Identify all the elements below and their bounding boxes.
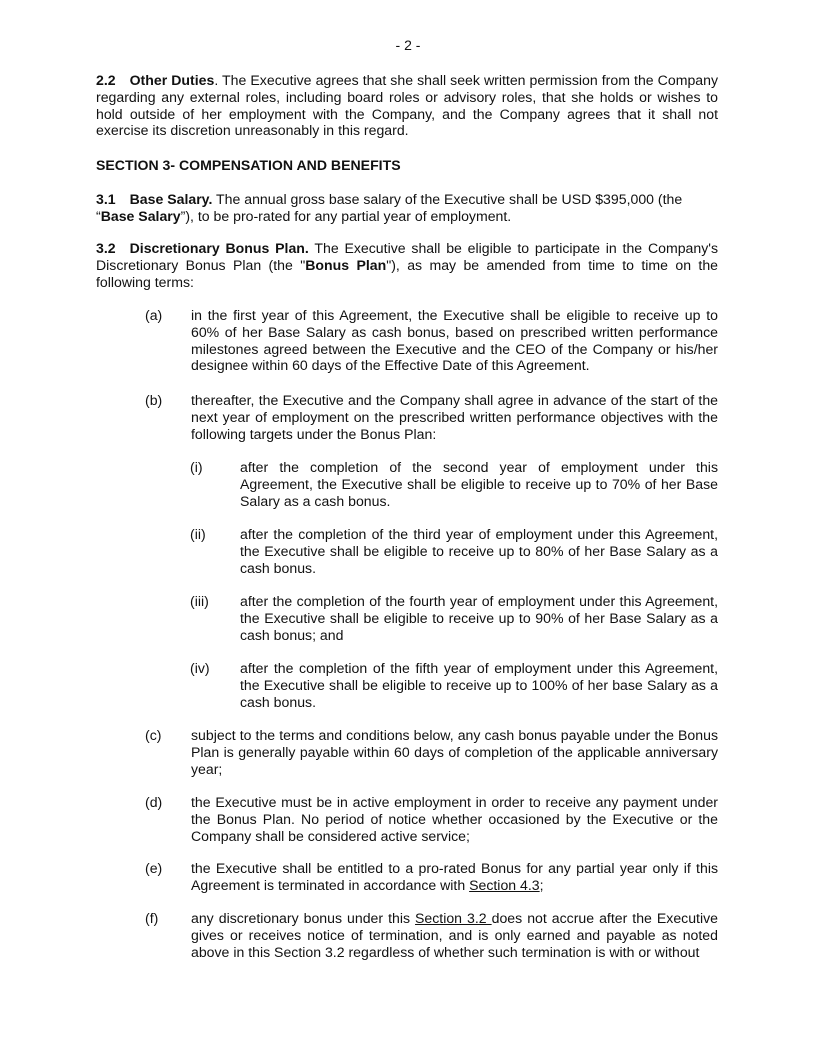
section-3-1-paragraph	[96, 191, 718, 225]
section-3-2-paragraph	[96, 240, 718, 290]
list-item-label: (f)	[145, 910, 159, 926]
section-text: ”), to be pro-rated for any partial year of employment.	[180, 207, 512, 224]
section-heading: Other Duties	[129, 72, 215, 88]
sub-item-label: (iii)	[190, 593, 209, 609]
sub-item-label: (ii)	[190, 526, 206, 542]
list-item-label: (b)	[145, 392, 163, 408]
page-number: - 2 -	[395, 37, 421, 53]
sub-item-text: after the completion of the third year of employment under this Agreement, the Executive shall be eligible to receive up to 80% of her Base Salary as a cash bonus.	[240, 526, 718, 576]
list-item-label: (c)	[145, 727, 162, 743]
sub-item-text: after the completion of the second year of employment under this Agreement, the Executive shall be eligible to receive up to 70% of her Base Salary as a cash bonus.	[240, 459, 718, 509]
sub-item-text: after the completion of the fourth year of employment under this Agreement, the Executive shall be eligible to receive up to 90% of her Base Salary as a cash bonus; and	[240, 593, 718, 643]
section-reference-link[interactable]: Section 4.3	[469, 876, 540, 893]
section-heading: Discretionary Bonus Plan.	[129, 240, 309, 256]
item-text-part: does not accrue after the Executive gives or receives notice of termination, and is only earned and payable as noted above in this Section 3.2 regardless of whether such termination is with or without	[191, 910, 718, 960]
section-text: "), as may be amended from time to time on the following terms:	[96, 256, 719, 290]
item-text-part: the Executive shall be entitled to a pro-rated Bonus for any partial year only if this Agreement is terminated in accordance with	[191, 860, 718, 893]
section-number: 2.2	[96, 72, 116, 88]
sub-item-text: after the completion of the fifth year of employment under this Agreement, the Executive shall be eligible to receive up to 100% of her base Salary as a cash bonus.	[240, 660, 718, 710]
list-item-text	[191, 860, 718, 894]
section-number: 3.2	[96, 240, 116, 256]
sub-item-label: (i)	[190, 459, 203, 475]
list-item-label: (d)	[145, 794, 163, 810]
item-text-part: ;	[539, 876, 544, 893]
item-text-part: any discretionary bonus under this	[191, 910, 416, 926]
sub-item-label: (iv)	[190, 660, 210, 676]
list-item-text	[191, 910, 718, 960]
section-text: . The Executive agrees that she shall seek written permission from the Company regarding any external roles, including board roles or advisory roles, that she holds or wishes to hold outside of her employment with the Company, and the Company agrees that it shall not exercise its discretion unreasonably in this regard.	[96, 72, 719, 139]
defined-term: Bonus Plan	[305, 256, 387, 273]
section-text: The Executive shall be eligible to participate in the Company's Discretionary Bonus Plan (the "	[96, 240, 719, 273]
section-reference-link[interactable]: Section 3.2	[415, 910, 492, 926]
list-item-text: subject to the terms and conditions below, any cash bonus payable under the Bonus Plan is generally payable within 60 days of completion of the applicable anniversary year;	[191, 727, 718, 777]
list-item-text: in the first year of this Agreement, the Executive shall be eligible to receive up to 60% of her Base Salary as cash bonus, based on prescribed written performance milestones agreed between the Executive and the CEO of the Company or his/her designee within 60 days of the Effective Date of this Agreement.	[191, 307, 718, 374]
list-item-text: the Executive must be in active employment in order to receive any payment under the Bonus Plan. No period of notice whether occasioned by the Executive or the Company shall be considered active service;	[191, 794, 718, 844]
list-item-label: (e)	[145, 860, 163, 876]
defined-term: Base Salary	[100, 207, 181, 224]
list-item-label: (a)	[145, 307, 163, 323]
section-2-2-paragraph	[96, 72, 718, 139]
list-item-text: thereafter, the Executive and the Company shall agree in advance of the start of the next year of employment on the prescribed written performance objectives with the following targets under the Bonus Plan:	[191, 392, 718, 442]
section-number: 3.1	[96, 191, 116, 207]
section-3-heading: SECTION 3- COMPENSATION AND BENEFITS	[96, 157, 401, 173]
section-text: The annual gross base salary of the Executive shall be USD $395,000 (the “	[96, 191, 683, 224]
section-heading: Base Salary.	[129, 191, 213, 207]
